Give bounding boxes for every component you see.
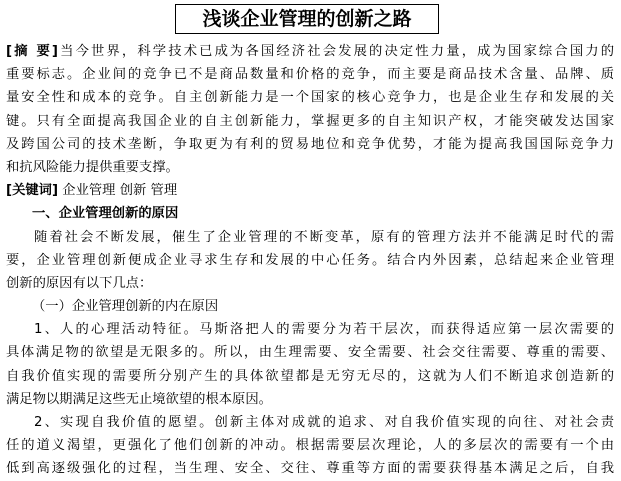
paragraph-line: 低到高逐级强化的过程，当生理、安全、交往、尊重等方面的需要获得基本满足之后，自我 bbox=[6, 461, 614, 477]
paragraph-line: 创新的原因有以下几点： bbox=[6, 275, 153, 291]
abstract-line: 及跨国公司的技术垄断，争取更为有利的贸易地位和竞争优势，才能为提高我国国际竞争力 bbox=[6, 136, 614, 152]
subsection-heading: （一）企业管理创新的内在原因 bbox=[32, 299, 219, 315]
abstract-line: 重要标志。企业间的竞争已不是商品数量和价格的竞争，而主要是商品技术含量、品牌、质 bbox=[6, 67, 614, 83]
abstract-line: 量安全性和成本的竞争。自主创新能力是一个国家的核心竞争力，也是企业生存和发展的关 bbox=[6, 90, 614, 106]
abstract-label: [摘 要] bbox=[6, 44, 58, 59]
paragraph-line: 具体满足物的欲望是无限多的。所以，由生理需要、安全需要、社会交往需要、尊重的需要、 bbox=[6, 345, 614, 361]
section-heading: 一、企业管理创新的原因 bbox=[32, 206, 179, 222]
abstract-line: 键。只有全面提高我国企业的自主创新能力，掌握更多的自主知识产权，才能突破发达国家 bbox=[6, 113, 614, 129]
abstract-line bbox=[6, 40, 614, 63]
abstract-text: 当今世界，科学技术已成为各国经济社会发展的决定性力量，成为国家综合国力的 bbox=[57, 44, 614, 59]
paragraph-line: 随着社会不断发展，催生了企业管理的不断变革，原有的管理方法并不能满足时代的需 bbox=[34, 229, 614, 245]
paragraph-line: 任的道义渴望，更强化了他们创新的冲动。根据需要层次理论，人的多层次的需要有一个由 bbox=[6, 438, 614, 454]
document-title[interactable]: 浅谈企业管理的创新之路 bbox=[175, 4, 439, 34]
keywords-text: 企业管理 创新 管理 bbox=[62, 183, 178, 199]
paragraph-line: 自我价值实现的需要所分别产生的具体欲望都是无穷无尽的，这就为人们不断追求创造新的 bbox=[6, 368, 614, 384]
paragraph-line: 要，企业管理创新便成企业寻求生存和发展的中心任务。结合内外因素，总结起来企业管理 bbox=[6, 252, 614, 268]
paragraph-line: 满足物以期满足这些无止境欲望的根本原因。 bbox=[6, 391, 272, 407]
paragraph-line: 1、人的心理活动特征。马斯洛把人的需要分为若干层次，而获得适应第一层次需要的 bbox=[34, 322, 614, 338]
paragraph-line: 2、实现自我价值的愿望。创新主体对成就的追求、对自我价值实现的向往、对社会责 bbox=[34, 415, 614, 430]
document-body bbox=[6, 40, 614, 481]
keywords-label: [关键词] bbox=[6, 183, 59, 199]
keywords-line bbox=[6, 179, 614, 202]
abstract-line: 和抗风险能力提供重要支撑。 bbox=[6, 159, 179, 175]
